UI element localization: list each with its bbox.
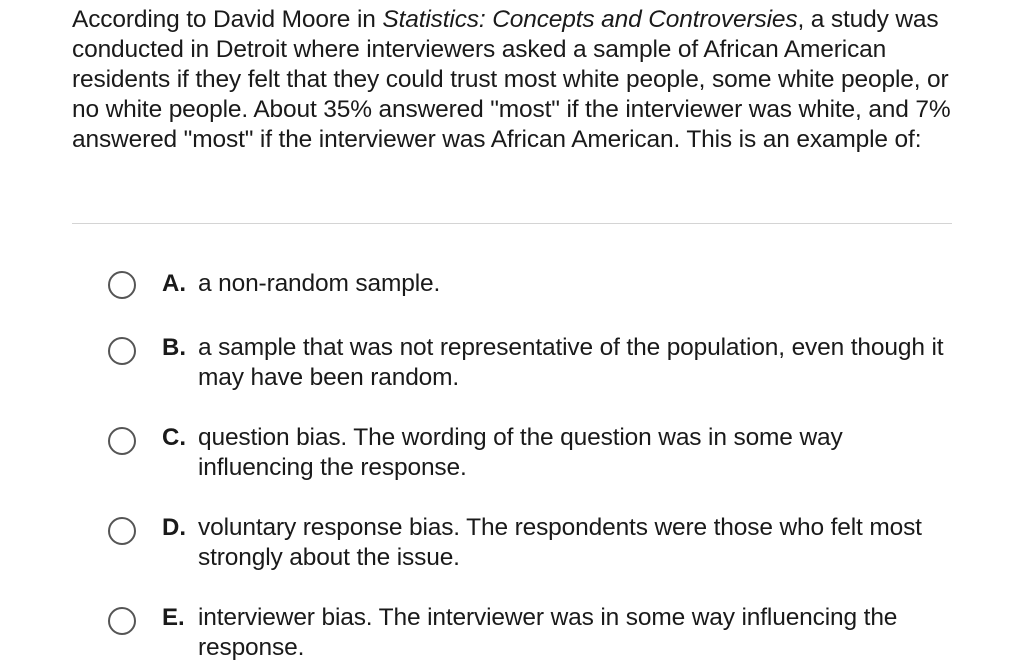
choice-letter: B. — [162, 334, 186, 361]
radio-button-b[interactable] — [108, 337, 136, 365]
choice-letter: D. — [162, 514, 186, 541]
choice-text: a non-random sample. — [198, 270, 441, 297]
choice-letter: C. — [162, 424, 186, 451]
radio-button-c[interactable] — [108, 427, 136, 455]
question-intro: According to David Moore in — [72, 6, 383, 33]
choice-text: voluntary response bias. The respondents were those who felt most strongly about the issue. — [198, 514, 922, 571]
choice-letter: A. — [162, 270, 186, 297]
radio-button-d[interactable] — [108, 517, 136, 545]
question-body: , a study was conducted in Detroit where interviewers asked a sample of African American residents if they felt that they could trust most white people, some white people, or no white people. About 35% answered "most" if the interviewer was white, and 7% answered "most" if the interviewer was African American. This is an example of: — [72, 6, 951, 153]
choice-text: interviewer bias. The interviewer was in some way influencing the response. — [198, 604, 898, 661]
choice-text: question bias. The wording of the question was in some way influencing the response. — [198, 424, 843, 481]
book-title: Statistics: Concepts and Controversies — [382, 6, 798, 33]
choice-letter: E. — [162, 604, 185, 631]
radio-button-e[interactable] — [108, 607, 136, 635]
radio-button-a[interactable] — [108, 271, 136, 299]
choice-text: a sample that was not representative of the population, even though it may have been random. — [198, 334, 944, 391]
